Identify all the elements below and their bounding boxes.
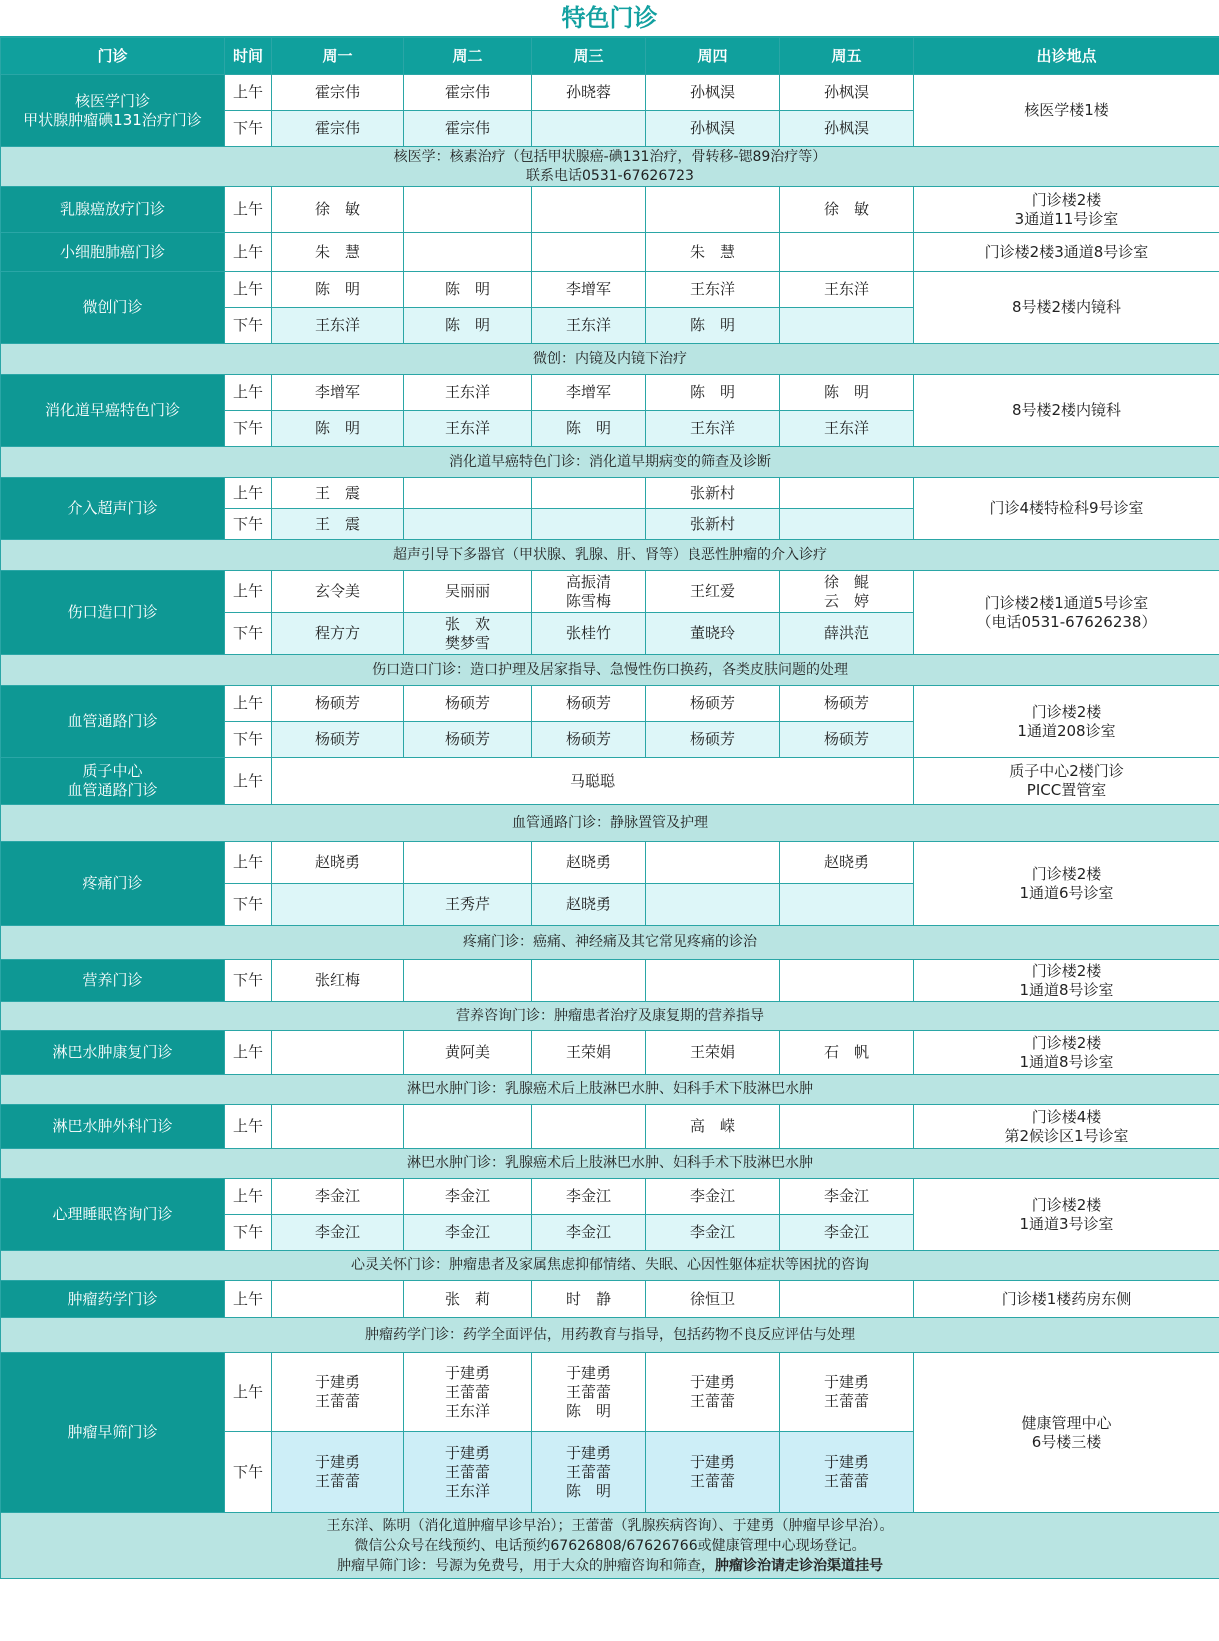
doctor-cell: 杨硕芳 [272, 722, 404, 758]
footer-line [3, 1556, 1217, 1576]
doctor-cell [646, 960, 780, 1002]
clinic-name: 介入超声门诊 [1, 478, 225, 540]
doctor-cell: 孙枫淏 [780, 75, 914, 111]
doctor-cell: 李金江 [532, 1215, 646, 1251]
doctor-cell: 朱 慧 [646, 233, 780, 272]
note-row [1, 655, 1219, 686]
doctor-cell: 孙枫淏 [780, 111, 914, 147]
doctor-cell: 王 震 [272, 509, 404, 540]
doctor-cell: 霍宗伟 [272, 111, 404, 147]
time-slot: 下午 [225, 411, 272, 447]
clinic-name: 核医学门诊 甲状腺肿瘤碘131治疗门诊 [1, 75, 225, 147]
doctor-cell [532, 111, 646, 147]
schedule-row [1, 758, 1219, 805]
time-slot: 上午 [225, 1031, 272, 1075]
doctor-cell: 陈 明 [272, 411, 404, 447]
doctor-cell [780, 308, 914, 344]
doctor-cell: 杨硕芳 [272, 686, 404, 722]
doctor-cell [532, 509, 646, 540]
doctor-cell [272, 1281, 404, 1318]
doctor-cell: 薛洪范 [780, 613, 914, 655]
doctor-cell [272, 1031, 404, 1075]
clinic-name: 消化道早癌特色门诊 [1, 375, 225, 447]
doctor-cell [532, 233, 646, 272]
doctor-cell: 李金江 [780, 1215, 914, 1251]
time-slot: 下午 [225, 1215, 272, 1251]
footer-row [1, 1513, 1219, 1579]
doctor-cell: 赵晓勇 [780, 842, 914, 884]
time-slot: 上午 [225, 233, 272, 272]
schedule-row [1, 1031, 1219, 1075]
clinic-note: 肿瘤药学门诊：药学全面评估，用药教育与指导，包括药物不良反应评估与处理 [1, 1318, 1219, 1353]
time-slot: 下午 [225, 509, 272, 540]
clinic-location: 门诊楼2楼 1通道8号诊室 [914, 960, 1219, 1002]
time-slot: 上午 [225, 686, 272, 722]
doctor-cell: 张 莉 [404, 1281, 532, 1318]
schedule-row [1, 272, 1219, 308]
clinic-location: 门诊楼2楼 1通道8号诊室 [914, 1031, 1219, 1075]
note-row [1, 1251, 1219, 1281]
schedule-row [1, 375, 1219, 411]
doctor-cell [404, 478, 532, 509]
time-slot: 下午 [225, 960, 272, 1002]
clinic-note: 微创：内镜及内镜下治疗 [1, 344, 1219, 375]
doctor-cell [404, 187, 532, 233]
doctor-cell: 王 震 [272, 478, 404, 509]
note-row [1, 926, 1219, 960]
header-location: 出诊地点 [914, 38, 1219, 75]
time-slot: 上午 [225, 1281, 272, 1318]
clinic-location: 门诊楼2楼 1通道6号诊室 [914, 842, 1219, 926]
doctor-cell: 于建勇 王蕾蕾 王东洋 [404, 1432, 532, 1513]
doctor-cell [532, 1105, 646, 1149]
footer-text: 肿瘤早筛门诊：号源为免费号，用于大众的肿瘤咨询和筛查， [337, 1557, 715, 1574]
clinic-name: 营养门诊 [1, 960, 225, 1002]
doctor-cell: 李金江 [646, 1215, 780, 1251]
time-slot: 上午 [225, 375, 272, 411]
doctor-cell: 李金江 [780, 1179, 914, 1215]
doctor-cell: 李增军 [272, 375, 404, 411]
time-slot: 下午 [225, 308, 272, 344]
doctor-cell [404, 233, 532, 272]
doctor-cell [780, 233, 914, 272]
doctor-cell: 杨硕芳 [780, 722, 914, 758]
clinic-location: 8号楼2楼内镜科 [914, 272, 1219, 344]
doctor-cell: 于建勇 王蕾蕾 陈 明 [532, 1432, 646, 1513]
doctor-cell [532, 478, 646, 509]
doctor-cell: 陈 明 [646, 375, 780, 411]
doctor-cell: 陈 明 [404, 272, 532, 308]
clinic-name: 伤口造口门诊 [1, 571, 225, 655]
doctor-cell: 黄阿美 [404, 1031, 532, 1075]
doctor-cell [780, 478, 914, 509]
doctor-cell: 王东洋 [404, 411, 532, 447]
clinic-location: 门诊楼2楼 1通道3号诊室 [914, 1179, 1219, 1251]
doctor-cell: 朱 慧 [272, 233, 404, 272]
clinic-location: 质子中心2楼门诊 PICC置管室 [914, 758, 1219, 805]
doctor-cell: 霍宗伟 [404, 111, 532, 147]
footer-emphasis: 肿瘤诊治请走诊治渠道挂号 [715, 1557, 883, 1574]
doctor-cell: 杨硕芳 [532, 722, 646, 758]
clinic-note: 超声引导下多器官（甲状腺、乳腺、肝、肾等）良恶性肿瘤的介入诊疗 [1, 540, 1219, 571]
doctor-cell: 马聪聪 [272, 758, 914, 805]
time-slot: 上午 [225, 1353, 272, 1432]
doctor-cell [646, 842, 780, 884]
doctor-cell [272, 1105, 404, 1149]
doctor-cell: 李金江 [272, 1215, 404, 1251]
schedule-row [1, 1105, 1219, 1149]
doctor-cell: 徐 鲲 云 婷 [780, 571, 914, 613]
clinic-note: 淋巴水肿门诊：乳腺癌术后上肢淋巴水肿、妇科手术下肢淋巴水肿 [1, 1149, 1219, 1179]
clinic-location: 健康管理中心 6号楼三楼 [914, 1353, 1219, 1513]
doctor-cell: 王荣娟 [532, 1031, 646, 1075]
doctor-cell [646, 187, 780, 233]
doctor-cell [404, 509, 532, 540]
doctor-cell: 徐恒卫 [646, 1281, 780, 1318]
clinic-name: 质子中心 血管通路门诊 [1, 758, 225, 805]
doctor-cell [404, 960, 532, 1002]
doctor-cell: 张新村 [646, 509, 780, 540]
doctor-cell: 高振清 陈雪梅 [532, 571, 646, 613]
schedule-row [1, 960, 1219, 1002]
clinic-location: 门诊楼1楼药房东侧 [914, 1281, 1219, 1318]
clinic-note: 血管通路门诊：静脉置管及护理 [1, 805, 1219, 842]
note-row [1, 1075, 1219, 1105]
doctor-cell: 王东洋 [272, 308, 404, 344]
doctor-cell [780, 1105, 914, 1149]
time-slot: 下午 [225, 613, 272, 655]
clinic-note: 淋巴水肿门诊：乳腺癌术后上肢淋巴水肿、妇科手术下肢淋巴水肿 [1, 1075, 1219, 1105]
header-fri: 周五 [780, 38, 914, 75]
schedule-row [1, 686, 1219, 722]
doctor-cell: 徐 敏 [780, 187, 914, 233]
schedule-row [1, 842, 1219, 884]
header-mon: 周一 [272, 38, 404, 75]
doctor-cell: 孙枫淏 [646, 75, 780, 111]
time-slot: 上午 [225, 187, 272, 233]
clinic-location: 门诊楼2楼3通道8号诊室 [914, 233, 1219, 272]
doctor-cell: 于建勇 王蕾蕾 [272, 1432, 404, 1513]
clinic-name: 肿瘤药学门诊 [1, 1281, 225, 1318]
time-slot: 上午 [225, 478, 272, 509]
doctor-cell [780, 960, 914, 1002]
doctor-cell: 于建勇 王蕾蕾 [646, 1353, 780, 1432]
doctor-cell: 吴丽丽 [404, 571, 532, 613]
schedule-row [1, 478, 1219, 509]
schedule-row [1, 1353, 1219, 1432]
doctor-cell: 张红梅 [272, 960, 404, 1002]
doctor-cell: 李金江 [404, 1215, 532, 1251]
time-slot: 下午 [225, 1432, 272, 1513]
clinic-note: 营养咨询门诊：肿瘤患者治疗及康复期的营养指导 [1, 1002, 1219, 1031]
doctor-cell: 于建勇 王蕾蕾 陈 明 [532, 1353, 646, 1432]
doctor-cell: 杨硕芳 [404, 686, 532, 722]
schedule-row [1, 233, 1219, 272]
clinic-location: 核医学楼1楼 [914, 75, 1219, 147]
schedule-row [1, 571, 1219, 613]
doctor-cell: 高 嵘 [646, 1105, 780, 1149]
header-wed: 周三 [532, 38, 646, 75]
doctor-cell [780, 509, 914, 540]
doctor-cell: 孙晓蓉 [532, 75, 646, 111]
doctor-cell: 陈 明 [646, 308, 780, 344]
schedule-row [1, 187, 1219, 233]
clinic-location: 门诊4楼特检科9号诊室 [914, 478, 1219, 540]
doctor-cell [272, 884, 404, 926]
doctor-cell: 于建勇 王蕾蕾 [780, 1432, 914, 1513]
doctor-cell: 李金江 [404, 1179, 532, 1215]
clinic-location: 门诊楼4楼 第2候诊区1号诊室 [914, 1105, 1219, 1149]
doctor-cell: 陈 明 [780, 375, 914, 411]
clinic-note: 伤口造口门诊：造口护理及居家指导、急慢性伤口换药，各类皮肤问题的处理 [1, 655, 1219, 686]
doctor-cell: 杨硕芳 [532, 686, 646, 722]
doctor-cell: 霍宗伟 [272, 75, 404, 111]
clinic-name: 肿瘤早筛门诊 [1, 1353, 225, 1513]
doctor-cell: 李金江 [646, 1179, 780, 1215]
clinic-note: 核医学：核素治疗（包括甲状腺癌-碘131治疗，骨转移-锶89治疗等） 联系电话0531-67626723 [1, 147, 1219, 187]
doctor-cell: 王东洋 [780, 272, 914, 308]
clinic-note: 心灵关怀门诊：肿瘤患者及家属焦虑抑郁情绪、失眠、心因性躯体症状等困扰的咨询 [1, 1251, 1219, 1281]
doctor-cell: 李金江 [272, 1179, 404, 1215]
clinic-schedule-table [0, 37, 1219, 1579]
doctor-cell: 李增军 [532, 272, 646, 308]
doctor-cell [780, 884, 914, 926]
doctor-cell: 时 静 [532, 1281, 646, 1318]
clinic-name: 心理睡眠咨询门诊 [1, 1179, 225, 1251]
clinic-name: 淋巴水肿外科门诊 [1, 1105, 225, 1149]
clinic-location: 门诊楼2楼 3通道11号诊室 [914, 187, 1219, 233]
doctor-cell: 赵晓勇 [532, 884, 646, 926]
doctor-cell [404, 842, 532, 884]
time-slot: 上午 [225, 272, 272, 308]
doctor-cell: 石 帆 [780, 1031, 914, 1075]
note-row [1, 447, 1219, 478]
note-row [1, 1002, 1219, 1031]
time-slot: 下午 [225, 722, 272, 758]
doctor-cell: 张新村 [646, 478, 780, 509]
clinic-name: 乳腺癌放疗门诊 [1, 187, 225, 233]
doctor-cell [532, 960, 646, 1002]
doctor-cell: 杨硕芳 [646, 686, 780, 722]
footer-notes [1, 1513, 1219, 1579]
time-slot: 下午 [225, 111, 272, 147]
clinic-name: 微创门诊 [1, 272, 225, 344]
header-time: 时间 [225, 38, 272, 75]
doctor-cell: 霍宗伟 [404, 75, 532, 111]
doctor-cell: 杨硕芳 [646, 722, 780, 758]
note-row [1, 1149, 1219, 1179]
clinic-note: 疼痛门诊：癌痛、神经痛及其它常见疼痛的诊治 [1, 926, 1219, 960]
time-slot: 上午 [225, 842, 272, 884]
doctor-cell: 王东洋 [646, 272, 780, 308]
doctor-cell: 陈 明 [272, 272, 404, 308]
doctor-cell: 李增军 [532, 375, 646, 411]
doctor-cell: 陈 明 [404, 308, 532, 344]
doctor-cell: 王东洋 [780, 411, 914, 447]
time-slot: 上午 [225, 75, 272, 111]
header-thu: 周四 [646, 38, 780, 75]
doctor-cell: 孙枫淏 [646, 111, 780, 147]
doctor-cell: 王东洋 [646, 411, 780, 447]
clinic-name: 血管通路门诊 [1, 686, 225, 758]
clinic-note: 消化道早癌特色门诊：消化道早期病变的筛查及诊断 [1, 447, 1219, 478]
doctor-cell [532, 187, 646, 233]
schedule-row [1, 75, 1219, 111]
time-slot: 上午 [225, 571, 272, 613]
note-row [1, 805, 1219, 842]
doctor-cell: 玄令美 [272, 571, 404, 613]
doctor-cell: 于建勇 王蕾蕾 [646, 1432, 780, 1513]
doctor-cell: 赵晓勇 [272, 842, 404, 884]
schedule-row [1, 1281, 1219, 1318]
page-title: 特色门诊 [0, 0, 1219, 37]
doctor-cell: 张桂竹 [532, 613, 646, 655]
doctor-cell: 于建勇 王蕾蕾 [780, 1353, 914, 1432]
time-slot: 下午 [225, 884, 272, 926]
doctor-cell: 董晓玲 [646, 613, 780, 655]
clinic-location: 门诊楼2楼1通道5号诊室 （电话0531-67626238） [914, 571, 1219, 655]
time-slot: 上午 [225, 1179, 272, 1215]
doctor-cell: 于建勇 王蕾蕾 [272, 1353, 404, 1432]
doctor-cell: 杨硕芳 [780, 686, 914, 722]
doctor-cell [780, 1281, 914, 1318]
time-slot: 上午 [225, 1105, 272, 1149]
doctor-cell: 赵晓勇 [532, 842, 646, 884]
doctor-cell: 王荣娟 [646, 1031, 780, 1075]
note-row [1, 147, 1219, 187]
note-row [1, 344, 1219, 375]
clinic-name: 疼痛门诊 [1, 842, 225, 926]
doctor-cell: 杨硕芳 [404, 722, 532, 758]
doctor-cell [646, 884, 780, 926]
doctor-cell [404, 1105, 532, 1149]
clinic-location: 8号楼2楼内镜科 [914, 375, 1219, 447]
doctor-cell: 王东洋 [532, 308, 646, 344]
clinic-name: 淋巴水肿康复门诊 [1, 1031, 225, 1075]
doctor-cell: 于建勇 王蕾蕾 王东洋 [404, 1353, 532, 1432]
doctor-cell: 李金江 [532, 1179, 646, 1215]
doctor-cell: 王东洋 [404, 375, 532, 411]
note-row [1, 540, 1219, 571]
clinic-location: 门诊楼2楼 1通道208诊室 [914, 686, 1219, 758]
header-clinic: 门诊 [1, 38, 225, 75]
footer-line: 微信公众号在线预约、电话预约67626808/67626766或健康管理中心现场登记。 [354, 1537, 866, 1554]
footer-line: 王东洋、陈明（消化道肿瘤早诊早治）；王蕾蕾（乳腺疾病咨询）、于建勇（肿瘤早诊早治）。 [326, 1517, 894, 1534]
doctor-cell: 陈 明 [532, 411, 646, 447]
clinic-name: 小细胞肺癌门诊 [1, 233, 225, 272]
doctor-cell: 张 欢 樊梦雪 [404, 613, 532, 655]
header-row [1, 38, 1219, 75]
note-row [1, 1318, 1219, 1353]
schedule-row [1, 1179, 1219, 1215]
doctor-cell: 王秀芹 [404, 884, 532, 926]
header-tue: 周二 [404, 38, 532, 75]
time-slot: 上午 [225, 758, 272, 805]
doctor-cell: 程方方 [272, 613, 404, 655]
doctor-cell: 王红爱 [646, 571, 780, 613]
doctor-cell: 徐 敏 [272, 187, 404, 233]
